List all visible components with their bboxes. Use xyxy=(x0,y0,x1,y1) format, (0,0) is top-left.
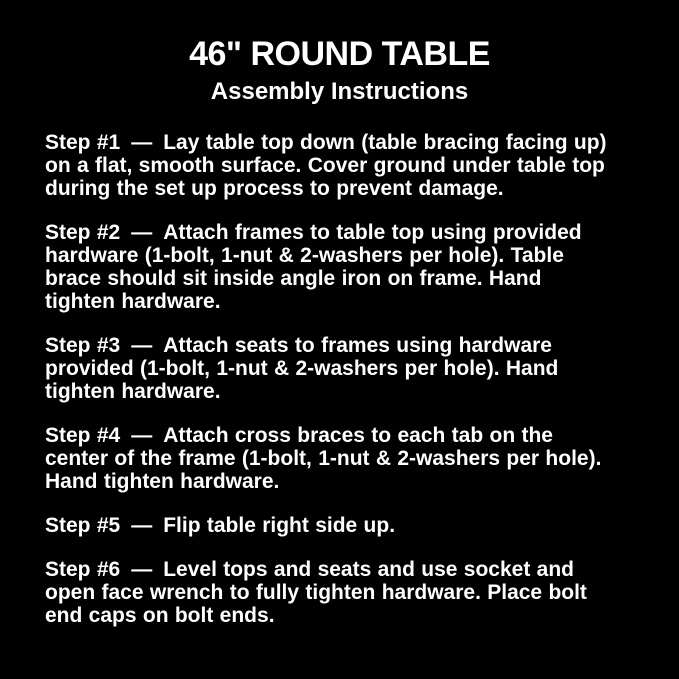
step-6-text: Level tops and seats and use socket and open face wrench to fully tighten hardware. Place bolt end caps on bolt ends. xyxy=(45,557,587,627)
step-4-text: Attach cross braces to each tab on the center of the frame (1-bolt, 1-nut & 2-washers per hole). Hand tighten hardware. xyxy=(45,423,602,493)
em-dash: — xyxy=(131,130,153,154)
step-3-label: Step #3 xyxy=(45,333,121,357)
step-1-label: Step #1 xyxy=(45,130,121,154)
step-2-label: Step #2 xyxy=(45,220,121,244)
step-5-label: Step #5 xyxy=(45,513,121,537)
instructions-list xyxy=(0,131,679,627)
step-1-text: Lay table top down (table bracing facing up) on a flat, smooth surface. Cover ground under table top during the set up process to prevent damage. xyxy=(45,130,607,200)
header xyxy=(0,36,679,106)
page-title: 46" ROUND TABLE xyxy=(189,35,490,73)
step-2-paragraph xyxy=(45,221,617,313)
step-6-paragraph xyxy=(45,558,617,627)
step-3-paragraph xyxy=(45,334,617,403)
step-2-text: Attach frames to table top using provided hardware (1-bolt, 1-nut & 2-washers per hole). Table brace should sit inside angle iron on frame. Hand tighten hardware. xyxy=(45,220,582,313)
step-4-paragraph xyxy=(45,424,617,493)
em-dash: — xyxy=(131,513,153,537)
em-dash: — xyxy=(131,220,153,244)
em-dash: — xyxy=(131,557,153,581)
step-3-text: Attach seats to frames using hardware provided (1-bolt, 1-nut & 2-washers per hole). Hand tighten hardware. xyxy=(45,333,559,403)
em-dash: — xyxy=(131,333,153,357)
step-1-paragraph xyxy=(45,131,617,200)
em-dash: — xyxy=(131,423,153,447)
step-6-label: Step #6 xyxy=(45,557,121,581)
step-4-label: Step #4 xyxy=(45,423,121,447)
step-5-text: Flip table right side up. xyxy=(163,513,396,537)
step-5-paragraph xyxy=(45,514,617,537)
page-subtitle: Assembly Instructions xyxy=(210,78,469,106)
